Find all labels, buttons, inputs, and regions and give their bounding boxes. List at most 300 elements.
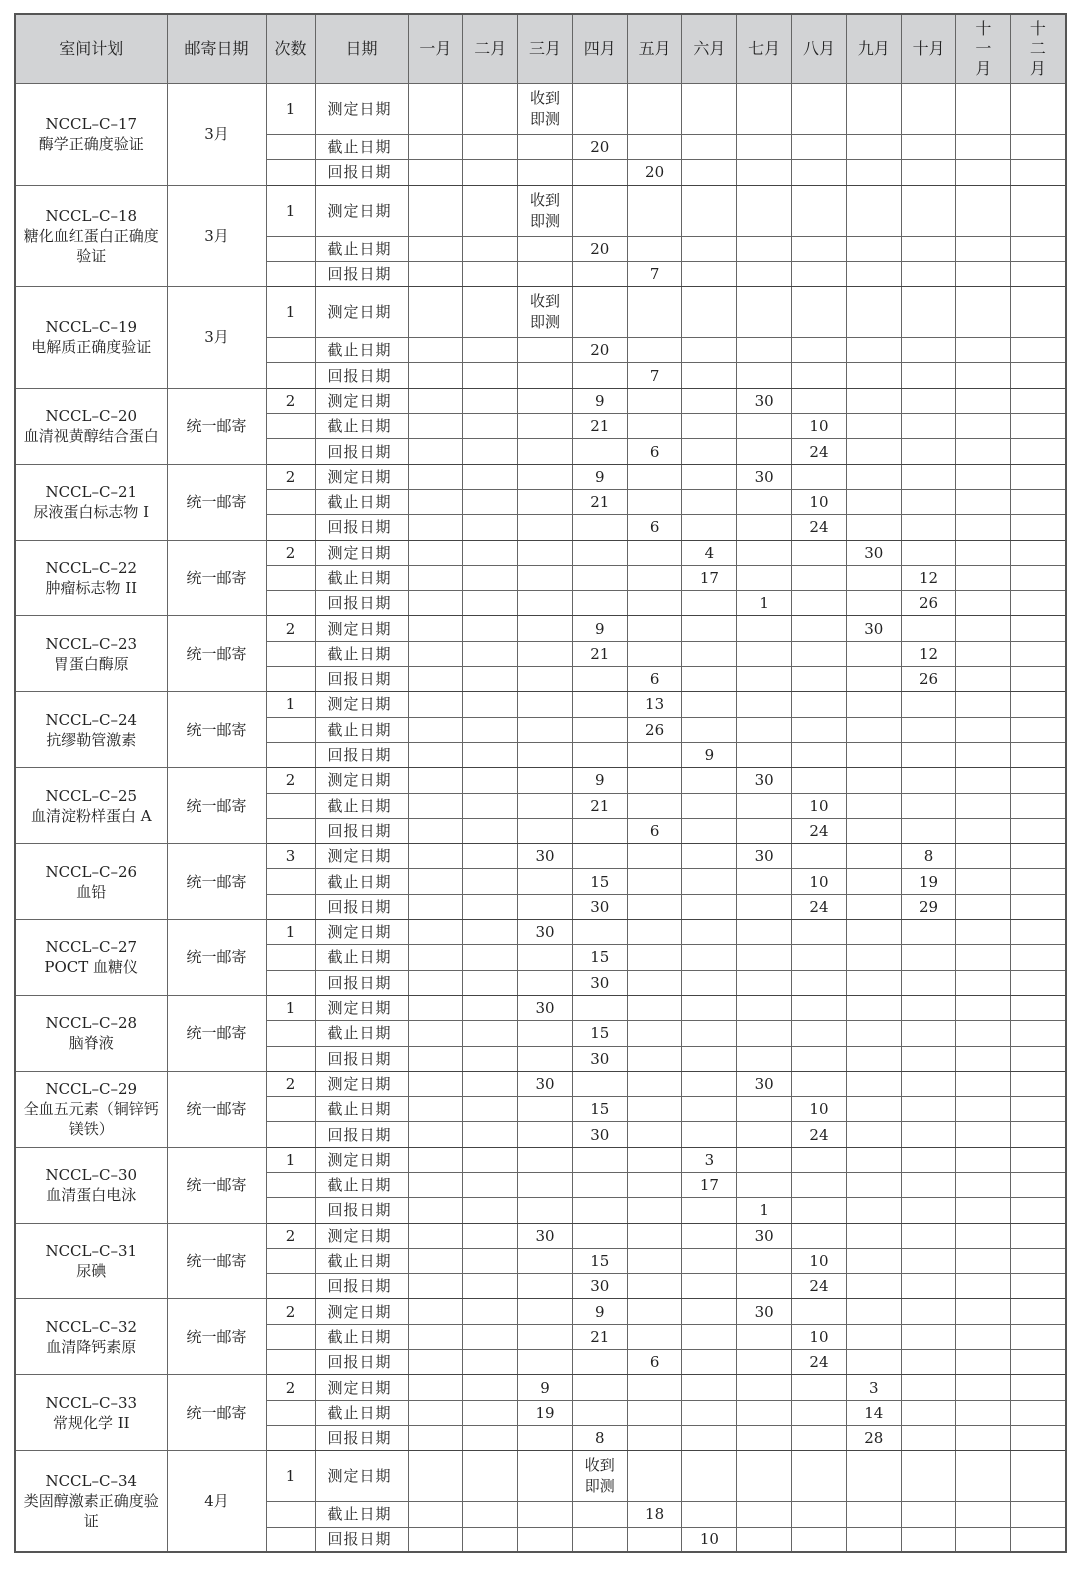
column-header: 室间计划 — [15, 14, 167, 84]
month-cell — [627, 135, 682, 160]
month-cell — [846, 1299, 901, 1324]
month-cell — [792, 84, 847, 135]
month-cell — [792, 185, 847, 236]
month-cell — [1011, 414, 1066, 439]
date-kind-cell: 截止日期 — [315, 1097, 408, 1122]
month-cell — [901, 970, 956, 995]
month-cell — [792, 1425, 847, 1450]
plan-cell — [15, 692, 167, 768]
column-header: 二月 — [463, 14, 518, 84]
month-cell — [463, 591, 518, 616]
month-cell — [737, 515, 792, 540]
times-cell: 1 — [266, 185, 315, 236]
month-cell — [1011, 363, 1066, 388]
plan-code: NCCL–C–26 — [45, 862, 138, 881]
month-cell — [956, 667, 1011, 692]
date-kind-cell: 回报日期 — [315, 1425, 408, 1450]
month-cell — [518, 1451, 573, 1502]
month-cell: 6 — [627, 439, 682, 464]
table-row — [15, 388, 1066, 413]
month-cell — [737, 1375, 792, 1400]
month-cell: 26 — [901, 591, 956, 616]
month-cell — [408, 1198, 463, 1223]
month-cell — [627, 1324, 682, 1349]
month-cell — [792, 1502, 847, 1527]
plan-name: 血清视黄醇结合蛋白 — [23, 427, 159, 446]
month-cell — [901, 1122, 956, 1147]
month-cell — [846, 945, 901, 970]
month-cell — [408, 920, 463, 945]
month-cell — [627, 894, 682, 919]
month-cell — [408, 1350, 463, 1375]
month-cell — [463, 945, 518, 970]
plan-code: NCCL–C–20 — [45, 407, 138, 426]
month-cell: 9 — [572, 464, 627, 489]
month-cell — [737, 894, 792, 919]
month-cell — [846, 1527, 901, 1552]
month-cell — [572, 591, 627, 616]
month-cell — [737, 1122, 792, 1147]
month-cell — [408, 945, 463, 970]
month-cell — [463, 414, 518, 439]
date-kind-cell: 回报日期 — [315, 1198, 408, 1223]
month-cell — [737, 1097, 792, 1122]
month-cell — [463, 1502, 518, 1527]
month-cell — [846, 363, 901, 388]
eqa-schedule-table — [14, 13, 1067, 1553]
month-cell — [1011, 261, 1066, 286]
times-cell — [266, 970, 315, 995]
month-cell: 1 — [737, 591, 792, 616]
month-cell — [463, 869, 518, 894]
month-cell — [901, 1071, 956, 1096]
month-cell: 30 — [737, 1223, 792, 1248]
date-kind-cell: 截止日期 — [315, 135, 408, 160]
month-cell — [737, 1502, 792, 1527]
times-cell: 2 — [266, 1375, 315, 1400]
month-cell — [901, 464, 956, 489]
month-cell — [737, 616, 792, 641]
plan-cell — [15, 464, 167, 540]
month-cell — [901, 1097, 956, 1122]
month-cell — [408, 439, 463, 464]
month-cell — [682, 995, 737, 1020]
month-cell — [956, 1248, 1011, 1273]
month-cell — [1011, 844, 1066, 869]
month-cell — [682, 768, 737, 793]
month-cell — [408, 1046, 463, 1071]
month-cell — [408, 616, 463, 641]
month-cell — [956, 1122, 1011, 1147]
month-cell — [792, 261, 847, 286]
plan-cell — [15, 287, 167, 389]
month-cell: 10 — [792, 1248, 847, 1273]
month-cell — [408, 1172, 463, 1197]
plan-name: 血清蛋白电泳 — [46, 1186, 137, 1205]
month-cell — [901, 1198, 956, 1223]
month-cell — [956, 920, 1011, 945]
month-cell — [408, 1400, 463, 1425]
month-cell — [682, 287, 737, 338]
month-cell — [901, 1223, 956, 1248]
month-cell — [463, 1274, 518, 1299]
month-cell — [737, 641, 792, 666]
month-cell: 收到即测 — [518, 185, 573, 236]
mail-date-cell: 统一邮寄 — [167, 540, 266, 616]
month-cell — [1011, 768, 1066, 793]
month-cell — [956, 1223, 1011, 1248]
month-cell — [408, 1097, 463, 1122]
month-cell — [682, 1350, 737, 1375]
month-cell — [737, 236, 792, 261]
month-cell: 21 — [572, 793, 627, 818]
month-cell — [408, 1324, 463, 1349]
month-cell — [737, 540, 792, 565]
plan-code: NCCL–C–18 — [45, 206, 138, 225]
month-cell — [1011, 1097, 1066, 1122]
month-cell — [627, 1147, 682, 1172]
month-cell — [792, 1071, 847, 1096]
plan-name: 脑脊液 — [68, 1034, 114, 1053]
plan-cell — [15, 920, 167, 996]
date-kind-cell: 测定日期 — [315, 920, 408, 945]
month-cell — [518, 667, 573, 692]
month-cell — [682, 667, 737, 692]
month-cell: 30 — [846, 540, 901, 565]
month-cell — [901, 84, 956, 135]
date-kind-cell: 测定日期 — [315, 1223, 408, 1248]
month-cell — [792, 135, 847, 160]
column-header: 四月 — [572, 14, 627, 84]
month-cell — [682, 363, 737, 388]
month-cell — [1011, 1172, 1066, 1197]
month-cell — [792, 768, 847, 793]
month-cell — [463, 1299, 518, 1324]
month-cell: 3 — [846, 1375, 901, 1400]
plan-name: 血清淀粉样蛋白 A — [30, 806, 152, 825]
month-cell — [463, 1122, 518, 1147]
month-cell — [627, 970, 682, 995]
month-cell — [572, 540, 627, 565]
month-cell — [901, 261, 956, 286]
month-cell — [737, 439, 792, 464]
month-cell: 10 — [792, 414, 847, 439]
month-cell — [463, 768, 518, 793]
month-cell — [682, 388, 737, 413]
table-row — [15, 1451, 1066, 1502]
month-cell — [1011, 464, 1066, 489]
plan-name: 酶学正确度验证 — [38, 135, 144, 154]
month-cell — [627, 1274, 682, 1299]
date-kind-cell: 截止日期 — [315, 1324, 408, 1349]
plan-code: NCCL–C–23 — [45, 634, 138, 653]
month-cell — [737, 84, 792, 135]
month-cell: 9 — [572, 616, 627, 641]
month-cell: 30 — [737, 768, 792, 793]
month-cell: 8 — [901, 844, 956, 869]
month-cell — [846, 742, 901, 767]
month-cell — [956, 692, 1011, 717]
month-cell — [682, 591, 737, 616]
column-header: 三月 — [518, 14, 573, 84]
times-cell — [266, 1122, 315, 1147]
month-cell — [408, 844, 463, 869]
month-cell — [1011, 1274, 1066, 1299]
month-cell — [956, 1350, 1011, 1375]
times-cell — [266, 1527, 315, 1552]
plan-code: NCCL–C–21 — [45, 483, 138, 502]
month-cell — [627, 1223, 682, 1248]
month-cell — [463, 920, 518, 945]
month-cell — [1011, 793, 1066, 818]
month-cell — [627, 1172, 682, 1197]
times-cell — [266, 439, 315, 464]
month-cell — [463, 185, 518, 236]
month-cell — [408, 717, 463, 742]
month-cell — [1011, 667, 1066, 692]
month-cell — [792, 1299, 847, 1324]
month-cell: 9 — [682, 742, 737, 767]
column-header: 十月 — [901, 14, 956, 84]
month-cell — [518, 1097, 573, 1122]
plan-name: 电解质正确度验证 — [31, 338, 152, 357]
column-header: 十二月 — [1011, 14, 1066, 84]
month-cell — [682, 414, 737, 439]
plan-cell — [15, 1071, 167, 1147]
month-cell: 15 — [572, 1248, 627, 1273]
month-cell — [518, 135, 573, 160]
month-cell — [737, 135, 792, 160]
month-cell — [901, 616, 956, 641]
month-cell: 28 — [846, 1425, 901, 1450]
column-header: 一月 — [408, 14, 463, 84]
month-cell — [408, 970, 463, 995]
month-cell: 14 — [846, 1400, 901, 1425]
month-cell — [518, 1324, 573, 1349]
month-cell — [846, 995, 901, 1020]
month-cell — [901, 1350, 956, 1375]
month-cell — [463, 338, 518, 363]
month-cell — [1011, 1248, 1066, 1273]
month-cell — [846, 565, 901, 590]
month-cell: 9 — [518, 1375, 573, 1400]
month-cell — [463, 818, 518, 843]
plan-name: 抗缪勒管激素 — [46, 730, 137, 749]
mail-date-cell: 统一邮寄 — [167, 616, 266, 692]
month-cell — [572, 160, 627, 185]
month-cell — [901, 160, 956, 185]
month-cell: 24 — [792, 439, 847, 464]
month-cell — [572, 1400, 627, 1425]
month-cell — [682, 1046, 737, 1071]
date-kind-cell: 截止日期 — [315, 1021, 408, 1046]
plan-name: 尿碘 — [76, 1262, 107, 1281]
month-cell — [901, 793, 956, 818]
month-cell — [572, 565, 627, 590]
month-cell — [627, 768, 682, 793]
times-cell — [266, 945, 315, 970]
month-cell: 4 — [682, 540, 737, 565]
month-cell — [956, 363, 1011, 388]
month-cell — [792, 692, 847, 717]
month-cell: 10 — [682, 1527, 737, 1552]
plan-cell — [15, 1299, 167, 1375]
month-cell — [518, 236, 573, 261]
month-cell — [1011, 641, 1066, 666]
table-row — [15, 1375, 1066, 1400]
month-cell — [956, 338, 1011, 363]
month-cell — [408, 591, 463, 616]
month-cell — [408, 464, 463, 489]
month-cell — [463, 388, 518, 413]
plan-cell — [15, 616, 167, 692]
month-cell — [1011, 185, 1066, 236]
times-cell — [266, 489, 315, 514]
month-cell — [737, 717, 792, 742]
month-cell: 9 — [572, 768, 627, 793]
month-cell — [1011, 894, 1066, 919]
month-cell — [1011, 439, 1066, 464]
month-cell — [408, 236, 463, 261]
month-cell: 30 — [572, 970, 627, 995]
month-cell — [682, 236, 737, 261]
times-cell: 1 — [266, 995, 315, 1020]
month-cell — [627, 1375, 682, 1400]
month-cell: 1 — [737, 1198, 792, 1223]
month-cell — [682, 515, 737, 540]
month-cell — [518, 1021, 573, 1046]
times-cell — [266, 667, 315, 692]
date-kind-cell: 回报日期 — [315, 1046, 408, 1071]
month-cell — [518, 515, 573, 540]
plan-code: NCCL–C–30 — [45, 1166, 138, 1185]
plan-code: NCCL–C–34 — [45, 1472, 138, 1491]
month-cell — [901, 1147, 956, 1172]
month-cell — [682, 616, 737, 641]
month-cell — [408, 1502, 463, 1527]
month-cell — [1011, 515, 1066, 540]
month-cell — [737, 1425, 792, 1450]
table-row — [15, 1223, 1066, 1248]
times-cell — [266, 1172, 315, 1197]
month-cell — [463, 236, 518, 261]
month-cell — [463, 1172, 518, 1197]
month-cell — [901, 363, 956, 388]
times-cell — [266, 1324, 315, 1349]
mail-date-cell: 统一邮寄 — [167, 1299, 266, 1375]
plan-name: 血铅 — [76, 882, 107, 901]
month-cell — [956, 1502, 1011, 1527]
month-cell — [408, 1425, 463, 1450]
month-cell — [408, 793, 463, 818]
month-cell — [627, 995, 682, 1020]
mail-date-cell: 统一邮寄 — [167, 768, 266, 844]
month-cell — [1011, 869, 1066, 894]
date-kind-cell: 截止日期 — [315, 869, 408, 894]
month-cell: 26 — [901, 667, 956, 692]
month-cell — [737, 1172, 792, 1197]
month-cell: 6 — [627, 818, 682, 843]
times-cell — [266, 742, 315, 767]
month-cell — [627, 945, 682, 970]
month-cell — [846, 1248, 901, 1273]
month-cell — [956, 945, 1011, 970]
month-cell — [518, 793, 573, 818]
month-cell — [792, 565, 847, 590]
times-cell: 2 — [266, 464, 315, 489]
month-cell — [1011, 1198, 1066, 1223]
month-cell: 29 — [901, 894, 956, 919]
month-cell — [463, 261, 518, 286]
times-cell — [266, 414, 315, 439]
month-cell: 30 — [737, 1299, 792, 1324]
month-cell — [846, 844, 901, 869]
month-cell — [463, 844, 518, 869]
month-cell — [1011, 692, 1066, 717]
table-row — [15, 287, 1066, 338]
month-cell — [956, 793, 1011, 818]
month-cell — [1011, 995, 1066, 1020]
times-cell — [266, 1502, 315, 1527]
header-row — [15, 14, 1066, 84]
month-cell — [408, 1071, 463, 1096]
times-cell — [266, 1021, 315, 1046]
month-cell — [682, 1425, 737, 1450]
month-cell — [901, 388, 956, 413]
month-cell — [901, 1248, 956, 1273]
month-cell — [1011, 1425, 1066, 1450]
month-cell — [518, 1198, 573, 1223]
month-cell — [1011, 616, 1066, 641]
month-cell — [627, 388, 682, 413]
month-cell: 30 — [518, 1071, 573, 1096]
month-cell — [682, 869, 737, 894]
mail-date-cell: 3月 — [167, 287, 266, 389]
plan-code: NCCL–C–33 — [45, 1393, 138, 1412]
month-cell — [792, 388, 847, 413]
month-cell — [463, 515, 518, 540]
month-cell — [737, 1527, 792, 1552]
month-cell — [1011, 717, 1066, 742]
month-cell — [518, 1046, 573, 1071]
month-cell — [1011, 1502, 1066, 1527]
month-cell: 30 — [518, 920, 573, 945]
month-cell — [901, 742, 956, 767]
month-cell — [956, 414, 1011, 439]
month-cell — [846, 1071, 901, 1096]
month-cell — [956, 1425, 1011, 1450]
month-cell — [627, 185, 682, 236]
month-cell — [846, 1172, 901, 1197]
month-cell — [463, 1021, 518, 1046]
month-cell: 19 — [518, 1400, 573, 1425]
month-cell — [792, 1021, 847, 1046]
month-cell — [901, 1451, 956, 1502]
date-kind-cell: 回报日期 — [315, 1527, 408, 1552]
times-cell: 2 — [266, 616, 315, 641]
month-cell — [518, 1502, 573, 1527]
month-cell — [846, 338, 901, 363]
month-cell — [463, 363, 518, 388]
month-cell — [846, 692, 901, 717]
month-cell — [572, 692, 627, 717]
month-cell — [956, 1451, 1011, 1502]
table-row — [15, 84, 1066, 135]
month-cell — [682, 338, 737, 363]
month-cell: 30 — [737, 844, 792, 869]
month-cell — [956, 1400, 1011, 1425]
month-cell — [682, 1122, 737, 1147]
